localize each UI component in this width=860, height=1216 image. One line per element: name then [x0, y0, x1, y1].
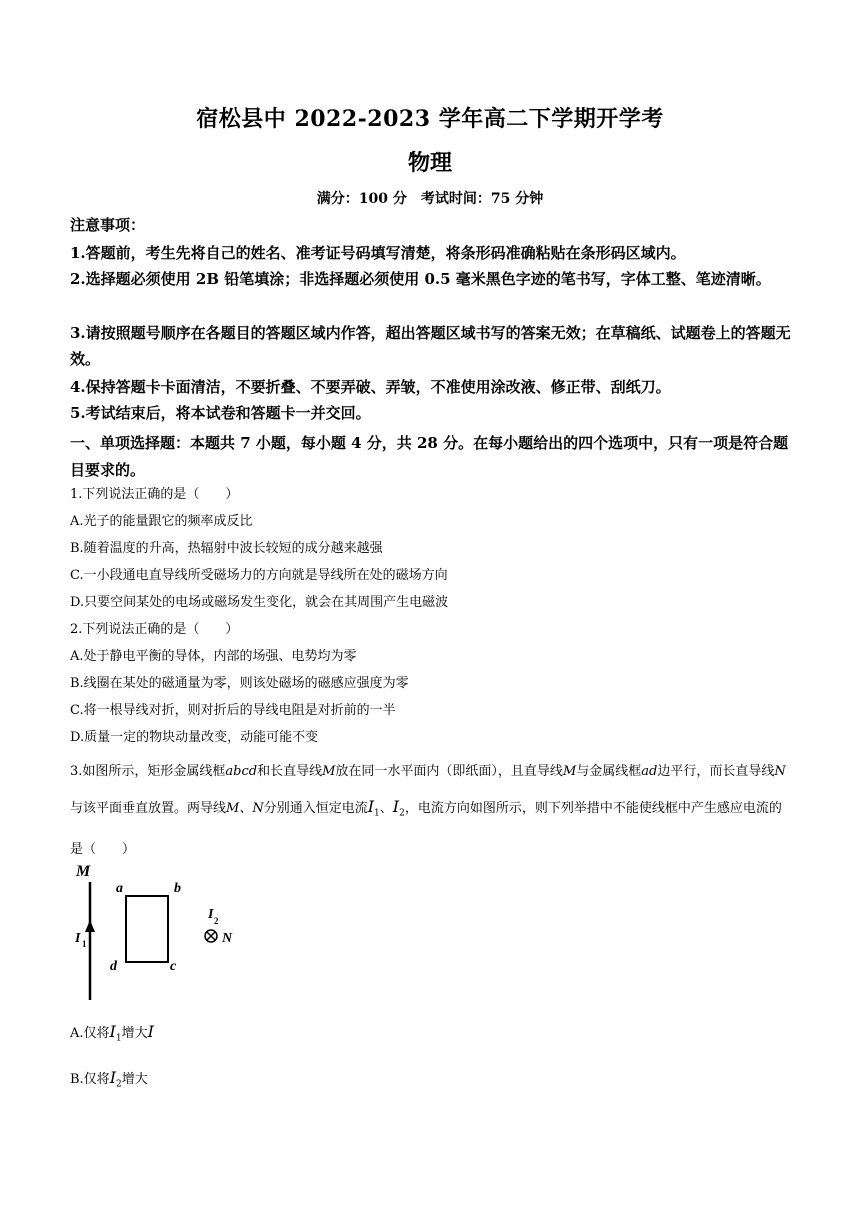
- label-c: c: [170, 959, 177, 974]
- question-3-stem: [70, 754, 792, 867]
- q1-option-c: C.一小段通电直导线所受磁场力的方向就是导线所在处的磁场方向: [70, 568, 448, 583]
- q3-var-M: M: [322, 764, 336, 779]
- q2-option-a: A.处于静电平衡的导体，内部的场强、电势均为零: [70, 649, 357, 664]
- q3-option-b: [70, 1068, 148, 1090]
- label-b: b: [174, 881, 181, 896]
- q2-option-c: C.将一根导线对折，则对折后的导线电阻是对折前的一半: [70, 703, 396, 718]
- label-I1: I: [75, 931, 81, 946]
- q3-text: 放在同一水平面内（即纸面），且直导线: [335, 764, 563, 779]
- q2-option-b: B.线圈在某处的磁通量为零，则该处磁场的磁感应强度为零: [70, 676, 409, 691]
- q3-figure: [70, 858, 245, 1003]
- exam-meta: 满分：100 分 考试时间：75 分钟: [316, 191, 544, 207]
- q3-option-a-text: 增大: [121, 1026, 148, 1041]
- q3-option-a-var: I: [147, 1022, 154, 1041]
- q3-option-b-text: 增大: [121, 1072, 148, 1087]
- wire-frame-abcd: [126, 896, 168, 962]
- q3-var-ad: ad: [641, 764, 658, 779]
- q3-var-MN: M、N: [226, 801, 264, 816]
- notes-heading: 注意事项：: [70, 216, 146, 234]
- q3-var-N: N: [774, 764, 786, 779]
- section-heading: 一、单项选择题：本题共 7 小题，每小题 4 分，共 28 分。在每小题给出的四个选项中，只有一项是符合题目要求的。: [70, 434, 789, 479]
- q3-text: 3.如图所示，矩形金属线框: [70, 764, 226, 779]
- note-item: 3.请按照题号顺序在各题目的答题区域内作答，超出答题区域书写的答案无效；在草稿纸、试题卷上的答题无效。: [70, 324, 791, 368]
- q1-option-a: A.光子的能量跟它的频率成反比: [70, 514, 253, 529]
- label-a: a: [116, 881, 123, 896]
- question-1-stem: 1.下列说法正确的是（ ）: [70, 487, 239, 502]
- label-I1-sub: 1: [82, 939, 87, 949]
- q3-option-a-var: I: [109, 1022, 116, 1041]
- label-N: N: [222, 931, 233, 946]
- note-item: 2.选择题必须使用 2B 铅笔填涂；非选择题必须使用 0.5 毫米黑色字迹的笔书写，字体工整、笔迹清晰。: [70, 270, 771, 288]
- into-page-icon: [205, 930, 217, 942]
- q2-option-d: D.质量一定的物块动量改变，动能可能不变: [70, 730, 319, 745]
- q3-sub-2: 2: [399, 808, 405, 819]
- q3-var-abcd: abcd: [225, 764, 258, 779]
- q3-option-a-sub: 1: [115, 1033, 122, 1044]
- label-M: M: [76, 863, 91, 880]
- note-item: 1.答题前，考生先将自己的姓名、准考证号码填写清楚，将条形码准确粘贴在条形码区域内。: [70, 244, 686, 262]
- q3-text: ，电流方向如图所示，则下列举措中不能使线框中产生感应电流的是（ ）: [70, 801, 782, 857]
- q3-option-b-var: I: [109, 1068, 117, 1087]
- q3-var-M: M: [562, 764, 577, 779]
- label-I2-sub: 2: [214, 916, 219, 926]
- subject-title: 物理: [407, 150, 452, 176]
- question-2-stem: 2.下列说法正确的是（ ）: [70, 622, 239, 637]
- q3-text: 和长直导线: [257, 764, 323, 779]
- q3-option-a: [70, 1022, 154, 1044]
- current-arrow-icon: [85, 920, 95, 932]
- label-d: d: [110, 959, 117, 974]
- q1-option-d: D.只要空间某处的电场或磁场发生变化，就会在其周围产生电磁波: [70, 595, 449, 610]
- q3-option-b-sub: 2: [116, 1079, 122, 1090]
- q3-text: 与金属线框: [576, 764, 642, 779]
- note-item: 5.考试结束后，将本试卷和答题卡一并交回。: [70, 404, 371, 422]
- q3-sub-1: 1: [374, 808, 380, 819]
- q3-text: 、: [379, 801, 393, 816]
- q3-var-I2: I: [392, 797, 400, 816]
- q3-text: 与该平面垂直放置。两导线: [70, 801, 227, 816]
- q3-option-a-text: A.仅将: [70, 1026, 110, 1041]
- q3-option-b-text: B.仅将: [70, 1072, 110, 1087]
- q3-text: 边平行，而长直导线: [657, 764, 775, 779]
- exam-title: 宿松县中 2022-2023 学年高二下学期开学考: [196, 106, 664, 132]
- note-item: 4.保持答题卡卡面清洁，不要折叠、不要弄破、弄皱，不准使用涂改液、修正带、刮纸刀。: [70, 378, 671, 396]
- q1-option-b: B.随着温度的升高，热辐射中波长较短的成分越来越强: [70, 541, 383, 556]
- q3-text: 分别通入恒定电流: [263, 801, 368, 816]
- q3-var-I1: I: [367, 797, 375, 816]
- label-I2: I: [208, 907, 214, 922]
